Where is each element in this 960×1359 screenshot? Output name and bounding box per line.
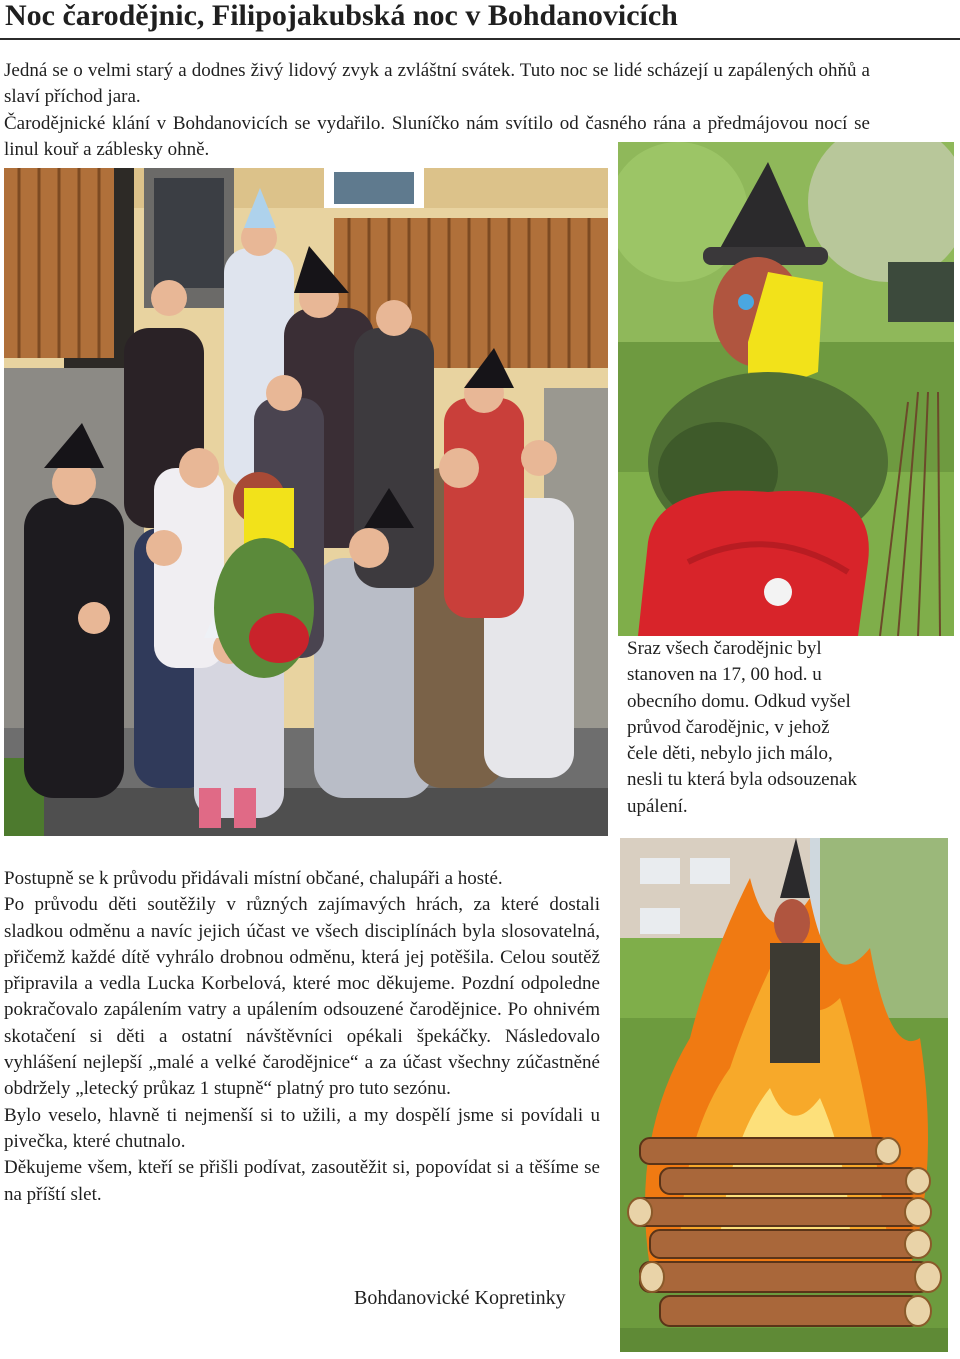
title-underline <box>0 38 960 40</box>
signature: Bohdanovické Kopretinky <box>354 1287 566 1309</box>
body-text <box>4 866 600 1208</box>
body-paragraph: Po průvodu děti soutěžily v různých zajímavých hrách, za které dostali sladkou odměnu a navíc jejich účast ve všech disciplínách byla slosovatelná, přičemž každé dítě vyhrálo drobnou odměnu, která jej potěšila. Celou soutěž připravila a vedla Lucka Korbelová, které moc děkujeme. Pozdní odpoledne pokračovalo zapálením vatry a upálením odsouzené čarodějnice. Po ohnivém skotačení si děti a ostatní návštěvníci opékali špekáčky. Následovalo vyhlášení nejlepší „malé a velké čarodějnice“ a za účast všechny zúčastněné obdržely „letecký průkaz 1 stupně“ platný pro tuto sezónu. <box>4 894 600 1100</box>
intro-paragraph: Čarodějnické klání v Bohdanovicích se vydařilo. Sluníčko nám svítilo od časného rána a předmájovou nocí se linul kouř a záblesky ohně. <box>4 112 870 160</box>
bonfire-photo <box>620 838 948 1352</box>
photo-caption: Sraz všech čarodějnic byl stanoven na 17, 00 hod. u obecního domu. Odkud vyšel průvod čarodějnic, v jehož čele děti, nebylo jich málo, nesli tu která byla odsouzenak upálení. <box>627 638 858 817</box>
body-paragraph: Bylo veselo, hlavně ti nejmenší si to užili, a my dospělí jsme si povídali u pivečka, které chutnalo. <box>4 1104 600 1152</box>
page-title: Noc čarodějnic, Filipojakubská noc v Bohdanovicích <box>5 0 678 32</box>
group-photo <box>4 168 608 836</box>
group-photo-illustration <box>4 168 608 836</box>
intro-paragraph: Jedná se o velmi starý a dodnes živý lidový zvyk a zvláštní svátek. Tuto noc se lidé scházejí u zapálených ohňů a slaví příchod jara. <box>4 60 870 108</box>
effigy-photo-illustration <box>618 142 954 636</box>
body-paragraph: Postupně se k průvodu přidávali místní občané, chalupáři a hosté. <box>4 868 503 889</box>
body-paragraph: Děkujeme všem, kteří se přišli podívat, zasoutěžit si, popovídat si a těšíme se na příští slet. <box>4 1157 600 1205</box>
bonfire-photo-illustration <box>620 838 948 1352</box>
effigy-photo <box>618 142 954 636</box>
